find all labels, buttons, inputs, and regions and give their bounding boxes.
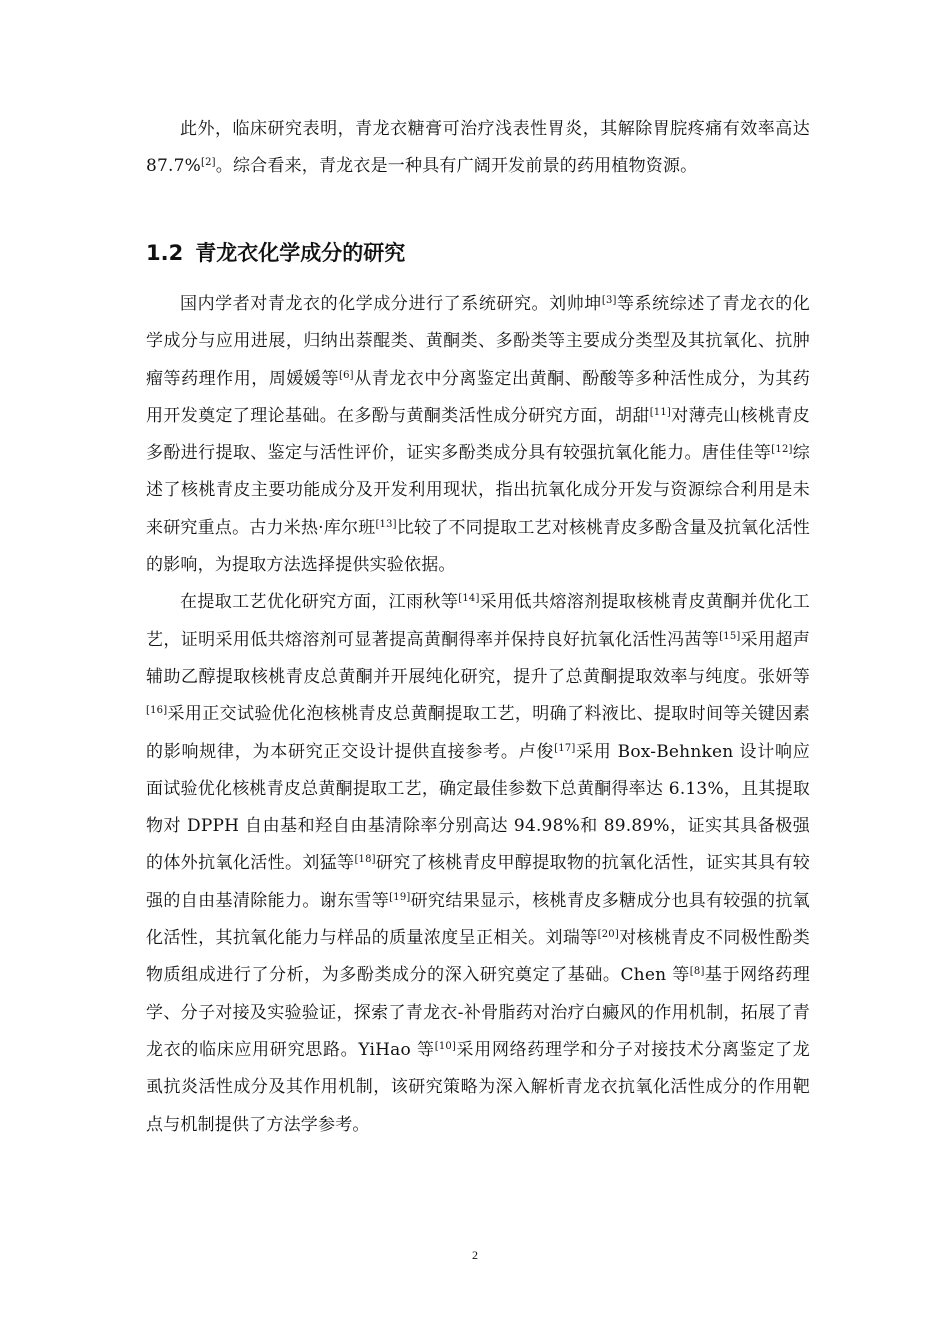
text-run: 在提取工艺优化研究方面，江雨秋等 [180,592,459,613]
text-run: 采用网络药理学和分子对接技术分离鉴定了龙虱抗炎活性成分及其作用机制，该研究策略为深入解析青龙衣抗氧化活性成分的作用靶点与机制提供了方法学参考。 [146,1039,811,1135]
text-run: 研究结果显示，核桃青皮多糖成分也具有较强的抗氧化活性，其抗氧化能力与样品的质量浓度呈正相关。刘瑞等 [146,890,810,949]
body-text-block [146,286,810,1144]
citation-ref: [20] [597,929,619,941]
citation-ref: [6] [339,369,354,381]
section-title: 青龙衣化学成分的研究 [195,241,406,265]
text-run: 等系统综述了青龙衣的化学成分与应用进展，归纳出萘醌类、黄酮类、多酚类等主要成分类型及其抗氧化、抗肿瘤等药理作用，周媛媛等 [146,294,810,389]
text-run: 。综合看来，青龙衣是一种具有广阔开发前景的药用植物资源。 [215,156,698,177]
citation-ref: [19] [389,891,411,903]
section-number: 1.2 [146,241,184,265]
text-run: 对核桃青皮不同极性酚类物质组成进行了分析，为多酚类成分的深入研究奠定了基础。Chen 等 [146,928,811,986]
citation-ref: [12] [771,444,793,456]
citation-ref: [13] [375,518,397,530]
intro-paragraph-block [146,111,810,186]
paragraph-extraction-process [146,584,810,1143]
text-run: 采用 Box-Behnken 设计响应面试验优化核桃青皮总黄酮提取工艺，确定最佳参数下总黄酮得率达 6.13%，且其提取物对 DPPH 自由基和羟自由基清除率分别高达 94.98%和 89.89%，证实其具备极强的体外抗氧化活性。刘猛等 [146,741,810,874]
citation-ref: [11] [649,406,672,418]
citation-ref: [2] [201,157,216,169]
citation-ref: [8] [689,966,705,978]
citation-ref: [3] [601,295,617,306]
citation-ref: [18] [354,854,376,866]
text-run: 采用低共熔溶剂提取核桃青皮黄酮并优化工艺，证明采用低共熔溶剂可显著提高黄酮得率并保持良好抗氧化活性冯茜等 [146,592,810,650]
text-run: 采用正交试验优化泡核桃青皮总黄酮提取工艺，明确了料液比、提取时间等关键因素的影响规律，为本研究正交设计提供直接参考。卢俊 [146,704,810,762]
citation-ref: [17] [554,742,576,754]
text-run: 基于网络药理学、分子对接及实验验证，探索了青龙衣-补骨脂药对治疗白癜风的作用机制，拓展了青龙衣的临床应用研究思路。YiHao 等 [146,965,811,1060]
text-run: 此外，临床研究表明，青龙衣糖膏可治疗浅表性胃炎，其解除胃脘疼痛有效率高达 87.7% [146,119,810,177]
citation-ref: [14] [458,593,480,605]
paragraph-chemical-components [146,286,810,584]
text-run: 综述了核桃青皮主要功能成分及开发利用现状，指出抗氧化成分开发与资源综合利用是未来研究重点。古力米热·库尔班 [146,443,810,538]
citation-ref: [16] [146,705,168,717]
text-run: 比较了不同提取工艺对核桃青皮多酚含量及抗氧化活性的影响，为提取方法选择提供实验依据。 [146,517,810,576]
citation-ref: [15] [719,630,741,642]
intro-paragraph [146,111,810,186]
text-run: 从青龙衣中分离鉴定出黄酮、酚酸等多种活性成分，为其药用开发奠定了理论基础。在多酚与黄酮类活性成分研究方面，胡甜 [146,368,810,426]
text-run: 对薄壳山核桃青皮多酚进行提取、鉴定与活性评价，证实多酚类成分具有较强抗氧化能力。唐佳佳等 [146,405,810,464]
text-run: 研究了核桃青皮甲醇提取物的抗氧化活性，证实其具有较强的自由基清除能力。谢东雪等 [146,853,810,911]
text-run: 国内学者对青龙衣的化学成分进行了系统研究。刘帅坤 [180,294,602,314]
citation-ref: [10] [434,1040,457,1052]
section-heading [146,234,405,272]
text-run: 采用超声辅助乙醇提取核桃青皮总黄酮并开展纯化研究，提升了总黄酮提取效率与纯度。张妍等 [146,629,810,687]
page-number: 2 [472,1248,478,1262]
